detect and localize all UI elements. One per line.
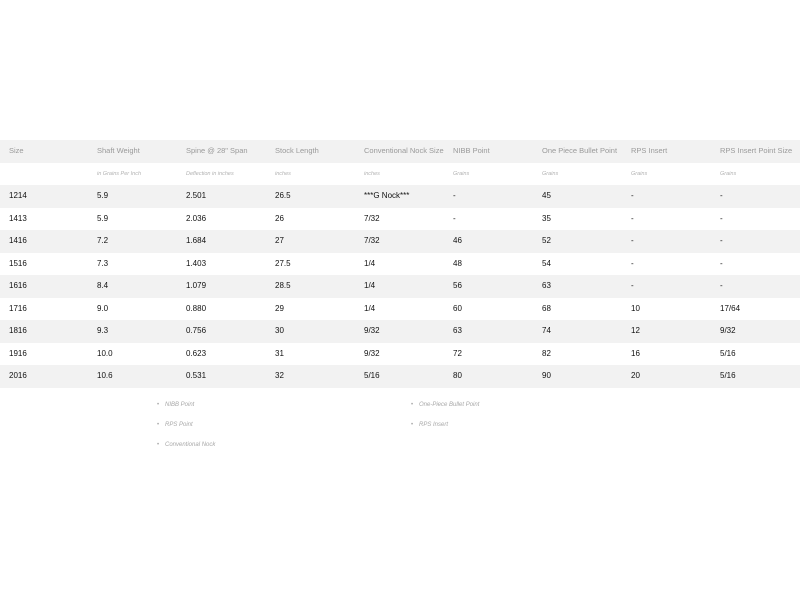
bullet-icon: • xyxy=(157,442,160,448)
cell-spine: 2.501 xyxy=(186,191,207,200)
cell-shaft-weight: 5.9 xyxy=(97,191,109,200)
header-row xyxy=(0,140,800,163)
cell-nock-size: 7/32 xyxy=(364,236,380,245)
cell-nock-size: 5/16 xyxy=(364,371,380,380)
spec-table xyxy=(0,140,800,388)
table-row xyxy=(0,208,800,231)
cell-nibb-point: 63 xyxy=(453,326,462,335)
bullet-icon: • xyxy=(411,422,414,428)
cell-shaft-weight: 8.4 xyxy=(97,281,109,290)
units-nibb-point: Grains xyxy=(453,170,470,177)
cell-size: 1413 xyxy=(9,213,27,223)
table-row xyxy=(0,343,800,366)
cell-rps-insert: - xyxy=(631,191,634,200)
cell-stock-length: 32 xyxy=(275,371,284,380)
cell-shaft-weight: 9.0 xyxy=(97,303,109,313)
cell-size: 1616 xyxy=(9,281,27,290)
cell-nock-size: 1/4 xyxy=(364,303,376,313)
note-text: RPS Point xyxy=(165,422,193,428)
cell-spine: 0.531 xyxy=(186,371,207,380)
cell-bullet-point: 35 xyxy=(542,213,551,223)
cell-shaft-weight: 10.0 xyxy=(97,348,113,358)
cell-rps-point-size: - xyxy=(720,213,723,223)
cell-rps-insert: - xyxy=(631,281,634,290)
cell-rps-insert: 10 xyxy=(631,303,640,313)
cell-shaft-weight: 7.2 xyxy=(97,236,109,245)
cell-nibb-point: 80 xyxy=(453,371,462,380)
cell-rps-insert: - xyxy=(631,213,634,223)
cell-rps-insert: 12 xyxy=(631,326,640,335)
cell-bullet-point: 82 xyxy=(542,348,551,358)
note-item xyxy=(411,397,479,417)
header-bullet-point: One Piece Bullet Point xyxy=(542,146,618,155)
cell-nock-size: 1/4 xyxy=(364,281,376,290)
note-item xyxy=(157,417,215,437)
cell-rps-insert: - xyxy=(631,236,634,245)
cell-rps-point-size: 17/64 xyxy=(720,303,741,313)
cell-spine: 1.684 xyxy=(186,236,207,245)
cell-spine: 0.880 xyxy=(186,303,207,313)
cell-nock-size: 1/4 xyxy=(364,258,376,268)
cell-rps-point-size: - xyxy=(720,191,723,200)
cell-shaft-weight: 5.9 xyxy=(97,213,109,223)
cell-nibb-point: - xyxy=(453,191,456,200)
cell-nibb-point: 60 xyxy=(453,303,462,313)
cell-size: 1916 xyxy=(9,348,27,358)
cell-shaft-weight: 9.3 xyxy=(97,326,109,335)
cell-stock-length: 30 xyxy=(275,326,284,335)
header-rps-insert: RPS Insert xyxy=(631,146,668,155)
cell-rps-point-size: - xyxy=(720,236,723,245)
units-rps-insert: Grains xyxy=(631,170,648,177)
header-nibb-point: NIBB Point xyxy=(453,146,490,155)
header-stock-length: Stock Length xyxy=(275,146,319,155)
cell-rps-point-size: - xyxy=(720,258,723,268)
units-stock-length: inches xyxy=(275,170,291,177)
cell-stock-length: 26.5 xyxy=(275,191,291,200)
cell-spine: 1.403 xyxy=(186,258,207,268)
units-bullet-point: Grains xyxy=(542,170,559,177)
cell-spine: 0.756 xyxy=(186,326,207,335)
note-text: Conventional Nock xyxy=(165,442,216,448)
cell-nibb-point: - xyxy=(453,213,456,223)
cell-rps-insert: 20 xyxy=(631,371,640,380)
cell-nock-size: 9/32 xyxy=(364,348,380,358)
cell-rps-insert: - xyxy=(631,258,634,268)
cell-spine: 2.036 xyxy=(186,213,207,223)
cell-rps-insert: 16 xyxy=(631,348,640,358)
note-text: NIBB Point xyxy=(165,402,195,408)
note-item xyxy=(411,417,479,437)
cell-rps-point-size: 5/16 xyxy=(720,371,736,380)
header-shaft-weight: Shaft Weight xyxy=(97,146,140,155)
cell-bullet-point: 90 xyxy=(542,371,551,380)
cell-size: 1416 xyxy=(9,236,27,245)
cell-stock-length: 29 xyxy=(275,303,284,313)
bullet-icon: • xyxy=(411,402,414,408)
cell-size: 1816 xyxy=(9,326,27,335)
cell-shaft-weight: 7.3 xyxy=(97,258,109,268)
cell-spine: 1.079 xyxy=(186,281,207,290)
note-text: One-Piece Bullet Point xyxy=(419,402,480,408)
cell-size: 1516 xyxy=(9,258,27,268)
cell-nock-size: 7/32 xyxy=(364,213,380,223)
units-nock-size: inches xyxy=(364,170,380,177)
cell-stock-length: 27.5 xyxy=(275,258,291,268)
note-text: RPS Insert xyxy=(419,422,449,428)
cell-bullet-point: 52 xyxy=(542,236,551,245)
header-nock-size: Conventional Nock Size xyxy=(364,146,444,155)
cell-rps-point-size: - xyxy=(720,281,723,290)
cell-bullet-point: 63 xyxy=(542,281,551,290)
table-row xyxy=(0,185,800,208)
table-row xyxy=(0,230,800,253)
cell-shaft-weight: 10.6 xyxy=(97,371,113,380)
notes-list-right xyxy=(411,397,479,437)
cell-nock-size: ***G Nock*** xyxy=(364,191,410,200)
table-row xyxy=(0,253,800,276)
units-shaft-weight: in Grains Per Inch xyxy=(97,170,142,177)
header-spine: Spine @ 28" Span xyxy=(186,146,248,155)
header-rps-point-size: RPS Insert Point Size xyxy=(720,146,793,155)
note-item xyxy=(157,397,215,417)
cell-size: 2016 xyxy=(9,371,27,380)
table-row xyxy=(0,320,800,343)
cell-bullet-point: 45 xyxy=(542,191,551,200)
cell-stock-length: 26 xyxy=(275,213,284,223)
bullet-icon: • xyxy=(157,422,160,428)
units-rps-point-size: Grains xyxy=(720,170,737,177)
table-row xyxy=(0,365,800,388)
cell-spine: 0.623 xyxy=(186,348,207,358)
table-row xyxy=(0,298,800,321)
units-spine: Deflection in inches xyxy=(186,170,234,177)
units-row xyxy=(0,163,800,186)
cell-rps-point-size: 5/16 xyxy=(720,348,736,358)
table-row xyxy=(0,275,800,298)
cell-stock-length: 28.5 xyxy=(275,281,291,290)
cell-stock-length: 27 xyxy=(275,236,284,245)
cell-nibb-point: 46 xyxy=(453,236,462,245)
bullet-icon: • xyxy=(157,402,160,408)
cell-rps-point-size: 9/32 xyxy=(720,326,736,335)
cell-nibb-point: 56 xyxy=(453,281,462,290)
cell-size: 1716 xyxy=(9,303,27,313)
note-item xyxy=(157,437,215,457)
cell-bullet-point: 54 xyxy=(542,258,551,268)
cell-bullet-point: 68 xyxy=(542,303,551,313)
cell-nibb-point: 72 xyxy=(453,348,462,358)
cell-stock-length: 31 xyxy=(275,348,284,358)
cell-nibb-point: 48 xyxy=(453,258,462,268)
cell-nock-size: 9/32 xyxy=(364,326,380,335)
cell-size: 1214 xyxy=(9,191,27,200)
cell-bullet-point: 74 xyxy=(542,326,551,335)
header-size: Size xyxy=(9,146,24,155)
notes-list-left xyxy=(157,397,215,457)
